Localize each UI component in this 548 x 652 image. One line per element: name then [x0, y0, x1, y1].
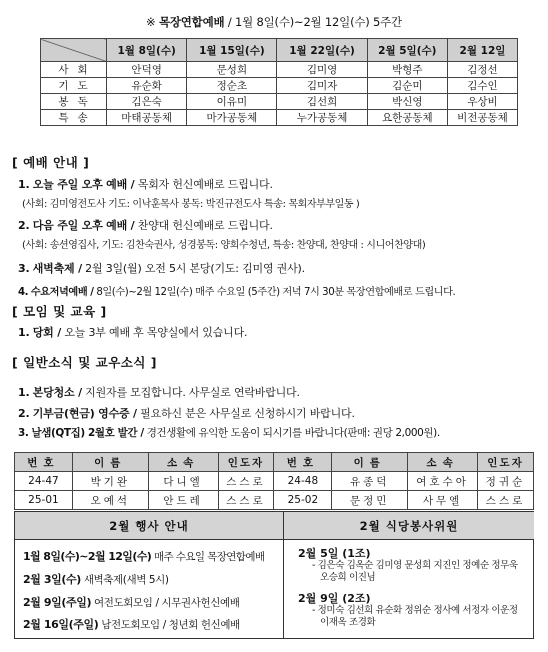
schedule-cell: 마태공동체: [107, 110, 187, 126]
schedule-table: [40, 38, 518, 126]
member-name: 문정민: [332, 491, 408, 510]
title-strong: 목장연합예배: [158, 15, 225, 29]
schedule-cell: 요한공동체: [367, 110, 447, 126]
schedule-row: [41, 110, 518, 126]
meal-names-line: - 정미숙 김선희 유순화 정위순 정사예 서정자 이운정: [312, 605, 518, 616]
title-rest: / 1월 8일(수)~2월 12일(수) 5주간: [227, 15, 402, 29]
members-col-header: 이름: [332, 453, 408, 472]
meal-date: 2월 9일 (2조): [298, 592, 371, 605]
table-row: [15, 491, 534, 510]
worship-item: [18, 260, 305, 276]
meal-names: [312, 560, 518, 584]
member-group: 사무엘: [408, 491, 478, 510]
members-col-header: 번호: [274, 453, 332, 472]
schedule-cell: 유순화: [107, 78, 187, 94]
worship-item-detail: (사회: 김미영전도사 기도: 이낙훈목사 봉독: 박진규전도사 특송: 목회자부부일동 ): [22, 199, 360, 210]
item-strong: 새벽축제 /: [32, 262, 82, 275]
schedule-cell: 박신영: [367, 94, 447, 110]
item-strong: 오늘 주일 오후 예배 /: [32, 178, 135, 191]
event-date: 1월 8일(수)~2월 12일(수): [23, 550, 152, 563]
schedule-cell: 김미자: [277, 78, 367, 94]
item-strong: 기부금(현금) 영수증 /: [32, 407, 137, 420]
member-guide: 스스로: [218, 491, 274, 510]
event-date: 2월 3일(수): [23, 573, 81, 586]
schedule-corner: [41, 39, 107, 62]
member-name: 유종덕: [332, 472, 408, 491]
schedule-col-header: 1월 15일(수): [187, 39, 277, 62]
schedule-cell: 김은숙: [107, 94, 187, 110]
item-strong: 본당청소 /: [32, 386, 82, 399]
item-number: 1.: [18, 178, 30, 191]
member-group: 다니엘: [148, 472, 218, 491]
event-item: [23, 548, 264, 564]
item-strong: 당회 /: [32, 326, 62, 339]
item-text: 오늘 3부 예배 후 목양실에서 있습니다.: [61, 326, 248, 339]
news-item: [18, 425, 440, 440]
events-panel: [15, 512, 284, 638]
item-text: 8일(수)~2월 12일(수) 매주 수요일 (5주간) 저녁 7시 30분 목장연합예배로 드립니다.: [93, 287, 456, 298]
item-number: 4.: [18, 287, 29, 298]
event-desc: 여전도회모임 / 시무권사헌신예배: [91, 597, 240, 609]
news-heading: [ 일반소식 및 교우소식 ]: [12, 355, 158, 370]
item-strong: 수요저녁예배 /: [30, 287, 94, 298]
event-desc: 매주 수요일 목장연합예배: [151, 551, 265, 563]
item-text: 2월 3일(월) 오전 5시 본당(기도: 김미영 권사).: [81, 262, 305, 275]
news-item: [18, 405, 355, 421]
worship-item: [18, 217, 273, 233]
member-group: 안드레: [148, 491, 218, 510]
item-number: 3.: [18, 427, 29, 439]
schedule-cell: 비전공동체: [447, 110, 517, 126]
meal-date: 2월 5일 (1조): [298, 547, 371, 560]
schedule-cell: 김선희: [277, 94, 367, 110]
meeting-item: [18, 324, 247, 340]
schedule-cell: 김미영: [277, 62, 367, 78]
event-desc: 새벽축제(새벽 5시): [80, 574, 169, 586]
members-col-header: 소속: [408, 453, 478, 472]
member-number: 24-48: [274, 472, 332, 491]
meal-names-line: 이재옥 조경화: [320, 617, 376, 628]
schedule-col-header: 2월 12일: [447, 39, 517, 62]
schedule-row-label: 사회: [41, 62, 107, 78]
schedule-row-label: 기도: [41, 78, 107, 94]
meal-panel: [284, 512, 534, 638]
member-number: 24-47: [15, 472, 73, 491]
event-item: [23, 571, 169, 587]
member-name: 오예석: [72, 491, 148, 510]
schedule-row: [41, 62, 518, 78]
item-number: 3.: [18, 262, 30, 275]
item-text: 지원자를 모집합니다. 사무실로 연락바랍니다.: [81, 386, 300, 399]
members-col-header: 번호: [15, 453, 73, 472]
schedule-cell: 정순초: [187, 78, 277, 94]
item-text: 찬양대 헌신예배로 드립니다.: [134, 219, 273, 232]
schedule-col-header: 2월 5일(수): [367, 39, 447, 62]
new-members-table: [14, 452, 534, 510]
item-strong: 다음 주일 오후 예배 /: [32, 219, 135, 232]
member-name: 박기완: [72, 472, 148, 491]
member-guide: 스스로: [218, 472, 274, 491]
member-guide: 정귀순: [478, 472, 534, 491]
schedule-cell: 김순미: [367, 78, 447, 94]
schedule-row: [41, 94, 518, 110]
member-guide: 스스로: [478, 491, 534, 510]
event-item: [23, 594, 239, 610]
schedule-cell: 누가공동체: [277, 110, 367, 126]
worship-item: [18, 283, 455, 298]
schedule-col-header: 1월 22일(수): [277, 39, 367, 62]
event-date: 2월 9일(주일): [23, 596, 92, 609]
schedule-cell: 문성희: [187, 62, 277, 78]
schedule-row-label: 특송: [41, 110, 107, 126]
schedule-col-header: 1월 8일(수): [107, 39, 187, 62]
meeting-heading: [ 모임 및 교육 ]: [12, 304, 107, 319]
item-number: 1.: [18, 386, 30, 399]
event-item: [23, 616, 240, 632]
meal-heading: 2월 식당봉사위원: [284, 512, 534, 540]
schedule-cell: 이유미: [187, 94, 277, 110]
item-text: 필요하신 분은 사무실로 신청하시기 바랍니다.: [136, 407, 355, 420]
item-strong: 날샘(QT집) 2월호 발간 /: [31, 427, 144, 439]
item-number: 1.: [18, 326, 30, 339]
title-bullet: ※: [146, 15, 156, 29]
schedule-cell: 김정선: [447, 62, 517, 78]
schedule-cell: 박형주: [367, 62, 447, 78]
item-text: 목회자 헌신예배로 드립니다.: [134, 178, 273, 191]
events-heading: 2월 행사 안내: [15, 512, 283, 540]
table-row: [15, 472, 534, 491]
schedule-row: [41, 78, 518, 94]
item-number: 2.: [18, 219, 30, 232]
item-number: 2.: [18, 407, 30, 420]
schedule-cell: 안덕영: [107, 62, 187, 78]
meal-names: [312, 605, 518, 629]
event-desc: 남전도회모임 / 청년회 헌신예배: [98, 619, 240, 631]
schedule-cell: 김수인: [447, 78, 517, 94]
member-number: 25-01: [15, 491, 73, 510]
event-date: 2월 16일(주일): [23, 618, 99, 631]
page-title: [0, 14, 548, 30]
schedule-row-label: 봉독: [41, 94, 107, 110]
schedule-cell: 우상비: [447, 94, 517, 110]
members-col-header: 소속: [148, 453, 218, 472]
item-text: 경건생활에 유익한 도움이 되시기를 바랍니다(판매: 권당 2,000원).: [143, 427, 440, 439]
news-item: [18, 384, 300, 400]
members-col-header: 이름: [72, 453, 148, 472]
bottom-info-box: [14, 511, 534, 639]
members-col-header: 인도자: [218, 453, 274, 472]
meal-names-line: 오승희 이진님: [320, 572, 376, 583]
member-group: 여호수아: [408, 472, 478, 491]
worship-item-detail: (사회: 송션영집사, 기도: 김찬숙권사, 성경봉독: 양희수청년, 특송: 찬양대, 찬양대 : 시니어찬양대): [22, 240, 426, 251]
worship-item: [18, 176, 273, 192]
schedule-cell: 마가공동체: [187, 110, 277, 126]
worship-heading: [ 예배 안내 ]: [12, 155, 90, 170]
meal-names-line: - 김은숙 김옥순 김미영 문성희 지진인 정예순 정무욱: [312, 560, 518, 571]
member-number: 25-02: [274, 491, 332, 510]
members-col-header: 인도자: [478, 453, 534, 472]
